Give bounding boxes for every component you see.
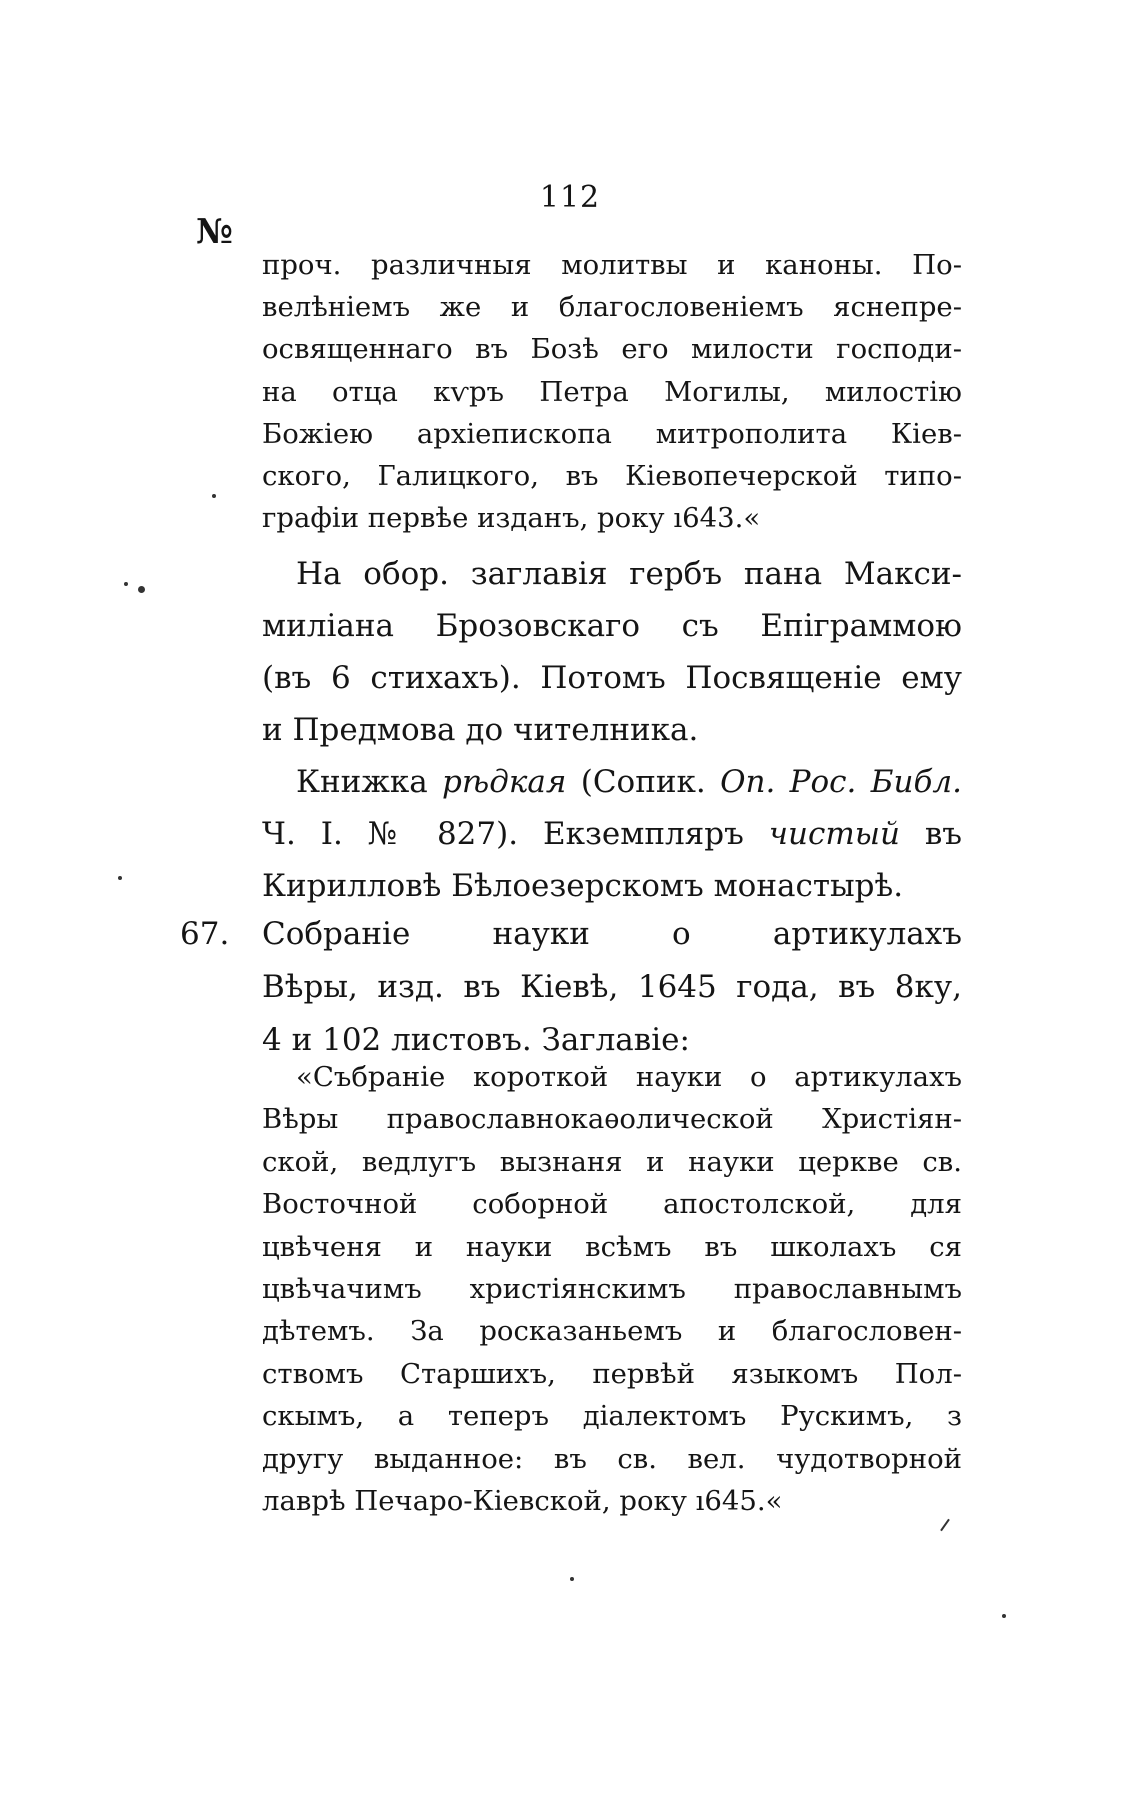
- scan-speck: [138, 586, 145, 593]
- scan-speck: [212, 494, 216, 498]
- rarity-word: рѣдкая: [442, 764, 567, 800]
- rarity-prefix: Книжка: [296, 764, 428, 800]
- rarity-line2-end: въ: [924, 816, 962, 852]
- text-line: Кирилловѣ Бѣлоезерскомъ монастырѣ.: [262, 868, 904, 904]
- text-line: Вѣры, изд. въ Кіевѣ, 1645 года, въ 8ку,: [262, 969, 962, 1005]
- rarity-ref-open: (Сопик.: [580, 764, 706, 800]
- description-paragraph: [262, 548, 962, 912]
- scan-speck: [570, 1577, 574, 1581]
- text-line: ской, ведлугъ вызнаня и науки церкве св.: [262, 1145, 962, 1178]
- text-line: графіи первѣе изданъ, року ı643.«: [262, 502, 761, 535]
- text-line: лаврѣ Печаро-Кіевской, року ı645.«: [262, 1485, 783, 1518]
- text-line: миліана Брозовскаго съ Епіграммою: [262, 608, 962, 644]
- text-line: дѣтемъ. За росказаньемъ и благословен-: [262, 1315, 962, 1348]
- text-line: ствомъ Старшихъ, первѣй языкомъ Пол-: [262, 1357, 962, 1390]
- scan-speck: [124, 582, 128, 586]
- text-line: ского, Галицкого, въ Кіевопечерской типо-: [262, 460, 962, 493]
- text-line: на отца кѵръ Петра Могилы, милостію: [262, 375, 962, 408]
- rarity-line2-italic: чистый: [768, 816, 900, 852]
- text-line: цвѣчачимъ христіянскимъ православнымъ: [262, 1273, 962, 1306]
- number-sign-header: №: [196, 212, 233, 252]
- text-line: (въ 6 стихахъ). Потомъ Посвященіе ему: [262, 660, 962, 696]
- quote-continuation: [262, 244, 962, 539]
- entry-number: 67.: [180, 916, 230, 952]
- rarity-line-2: [262, 808, 962, 860]
- entry-title: [262, 908, 962, 1067]
- rarity-ref-italic: Оп. Рос. Библ.: [720, 764, 962, 800]
- text-line: велѣніемъ же и благословеніемъ яснепре-: [262, 291, 962, 324]
- quoted-title: [262, 1056, 962, 1522]
- text-line: На обор. заглавія гербъ пана Макси-: [296, 556, 962, 592]
- text-line: цвѣченя и науки всѣмъ въ школахъ ся: [262, 1230, 962, 1263]
- scan-speck: [1002, 1614, 1006, 1618]
- text-line: «Събраніе короткой науки о артикулахъ: [296, 1061, 962, 1093]
- text-line: скымъ, а теперъ діалектомъ Рускимъ, з: [262, 1400, 962, 1433]
- text-line: и Предмова до чителника.: [262, 712, 699, 748]
- text-line: освященнаго въ Бозѣ его милости господи-: [262, 333, 962, 366]
- rarity-line2-mid: Екземпляръ: [542, 816, 744, 852]
- rarity-line2-start: Ч. I. №: [262, 816, 413, 852]
- scan-speck: [118, 876, 122, 880]
- text-line: Восточной соборной апостолской, для: [262, 1188, 962, 1221]
- text-line: другу выданное: въ св. вел. чудотворной: [262, 1442, 962, 1475]
- text-line: Вѣры православнокаѳолической Христіян-: [262, 1103, 962, 1136]
- text-line: 4 и 102 листовъ. Заглавіе:: [262, 1022, 690, 1058]
- rarity-line2-num: 827).: [436, 816, 519, 852]
- text-line: проч. различныя молитвы и каноны. По-: [262, 249, 962, 281]
- page-number: 112: [539, 180, 601, 215]
- text-line: Божіею архіепископа митрополита Кіев-: [262, 417, 962, 450]
- text-line: Собраніе науки о артикулахъ: [262, 916, 962, 952]
- rarity-line: [262, 756, 962, 808]
